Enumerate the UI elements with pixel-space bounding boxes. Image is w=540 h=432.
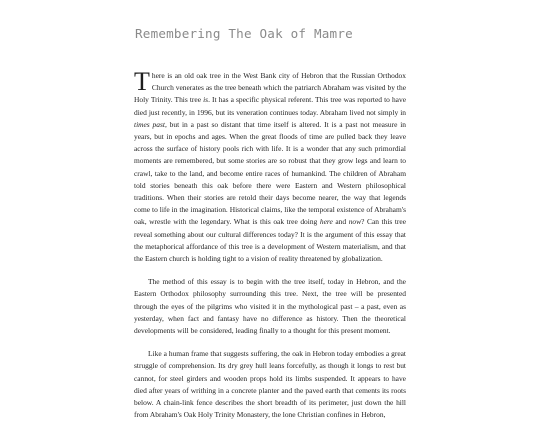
paragraph-2: The method of this essay is to begin with the tree itself, today in Hebron, and the Eastern Orthodox philosophy surrounding this tree. Next, the tree will be presented through the eyes of the pilgrims who visited it in the mythological past – a past, even as yesterday, when fact and fantasy have no difference as history. Then the theoretical developments will be considered, leading finally to a thought for this present moment. <box>134 277 406 336</box>
document-body <box>134 67 406 432</box>
paragraph-1: There is an old oak tree in the West Bank city of Hebron that the Russian Orthodox Church venerates as the tree beneath which the patriarch Abraham was visited by the Holy Trinity. This tree is. It has a specific physical referent. This tree was reported to have died just recently, in 1996, but its veneration continues today. Abraham lived not simply in times past, but in a past so distant that time itself is altered. It is a past not measure in years, but in epochs and ages. When the great floods of time are pulled back they leave across the surface of history pools rich with life. It is a wonder that any such primordial moments are remembered, but some stories are so robust that they grow legs and learn to crawl, take to the land, and become entire races of humankind. The children of Abraham told stories beneath this oak before there were Eastern and Western philosophical traditions. When their stories are retold their days become nearer, the way that legends come to life in the imagination. Historical claims, like the temporal existence of Abraham's oak, wrestle with the legendary. What is this oak tree doing here and now? Can this tree reveal something about our cultural differences today? It is the argument of this essay that the metaphorical affordance of this tree is a development of Western materialism, and that the Eastern church is holding tight to a vision of reality threatened by globalization. <box>134 67 406 264</box>
drop-cap: T <box>134 67 150 96</box>
paragraph-3: Like a human frame that suggests suffering, the oak in Hebron today embodies a great struggle of comprehension. Its dry grey hull leans forcefully, as though it longs to rest but cannot, for steel girders and wooden props hold its limbs suspended. It appears to have died after years of writhing in a concrete planter and the paved earth that cements its roots below. A chain-link fence describes the short breadth of its perimeter, just down the hill from Abraham's Oak Holy Trinity Monastery, the lone Christian confines in Hebron, <box>134 349 406 420</box>
document-title: Remembering The Oak of Mamre <box>135 26 353 41</box>
